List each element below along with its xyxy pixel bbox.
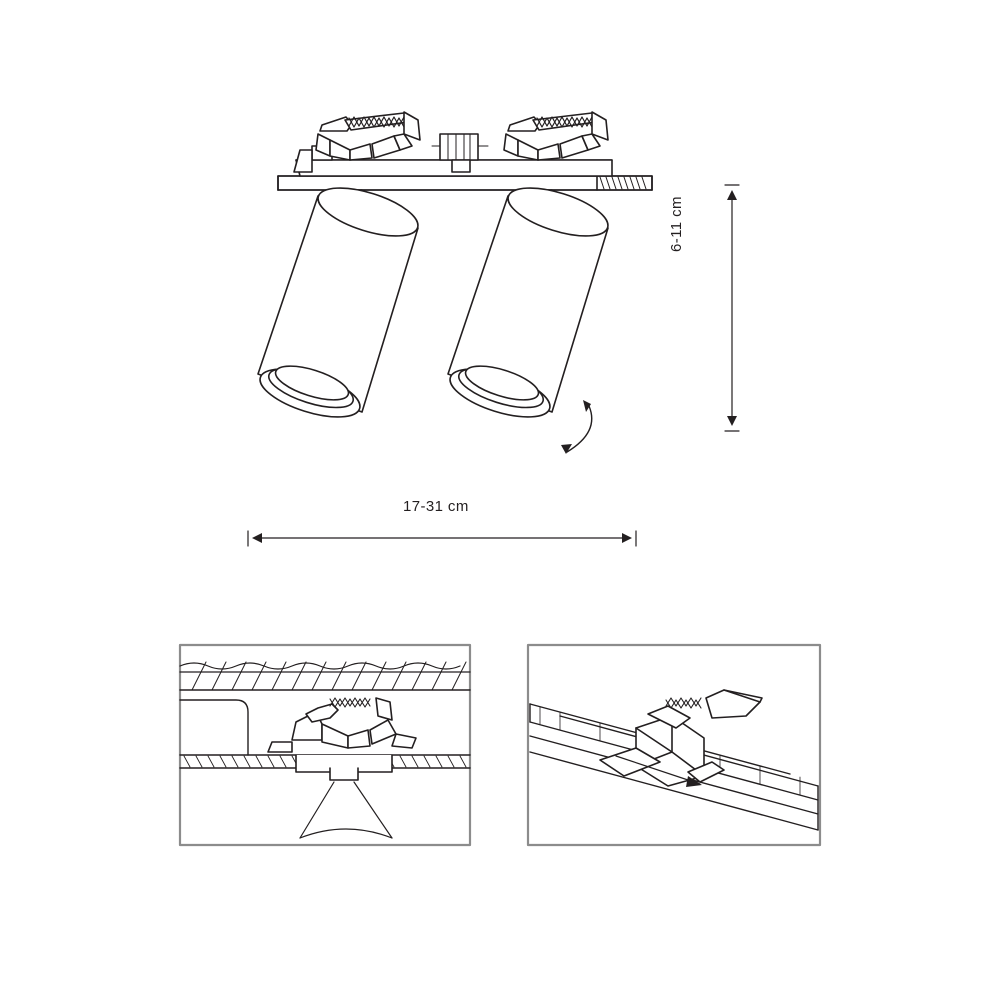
width-dimension xyxy=(248,531,636,546)
track-mount-detail xyxy=(528,645,820,845)
spot-head-right xyxy=(445,178,614,427)
spring-clip-left xyxy=(316,112,420,160)
mounting-bracket-assembly xyxy=(294,112,612,176)
rotation-arrow xyxy=(561,400,592,454)
spot-head-left xyxy=(255,178,424,427)
ceiling-mount-detail xyxy=(180,645,470,845)
main-assembly-view xyxy=(255,112,652,454)
height-dimension-label: 6-11 cm xyxy=(668,196,685,252)
spring-clip-right xyxy=(504,112,608,160)
height-dimension xyxy=(725,185,739,431)
width-dimension-label: 17-31 cm xyxy=(403,498,469,515)
